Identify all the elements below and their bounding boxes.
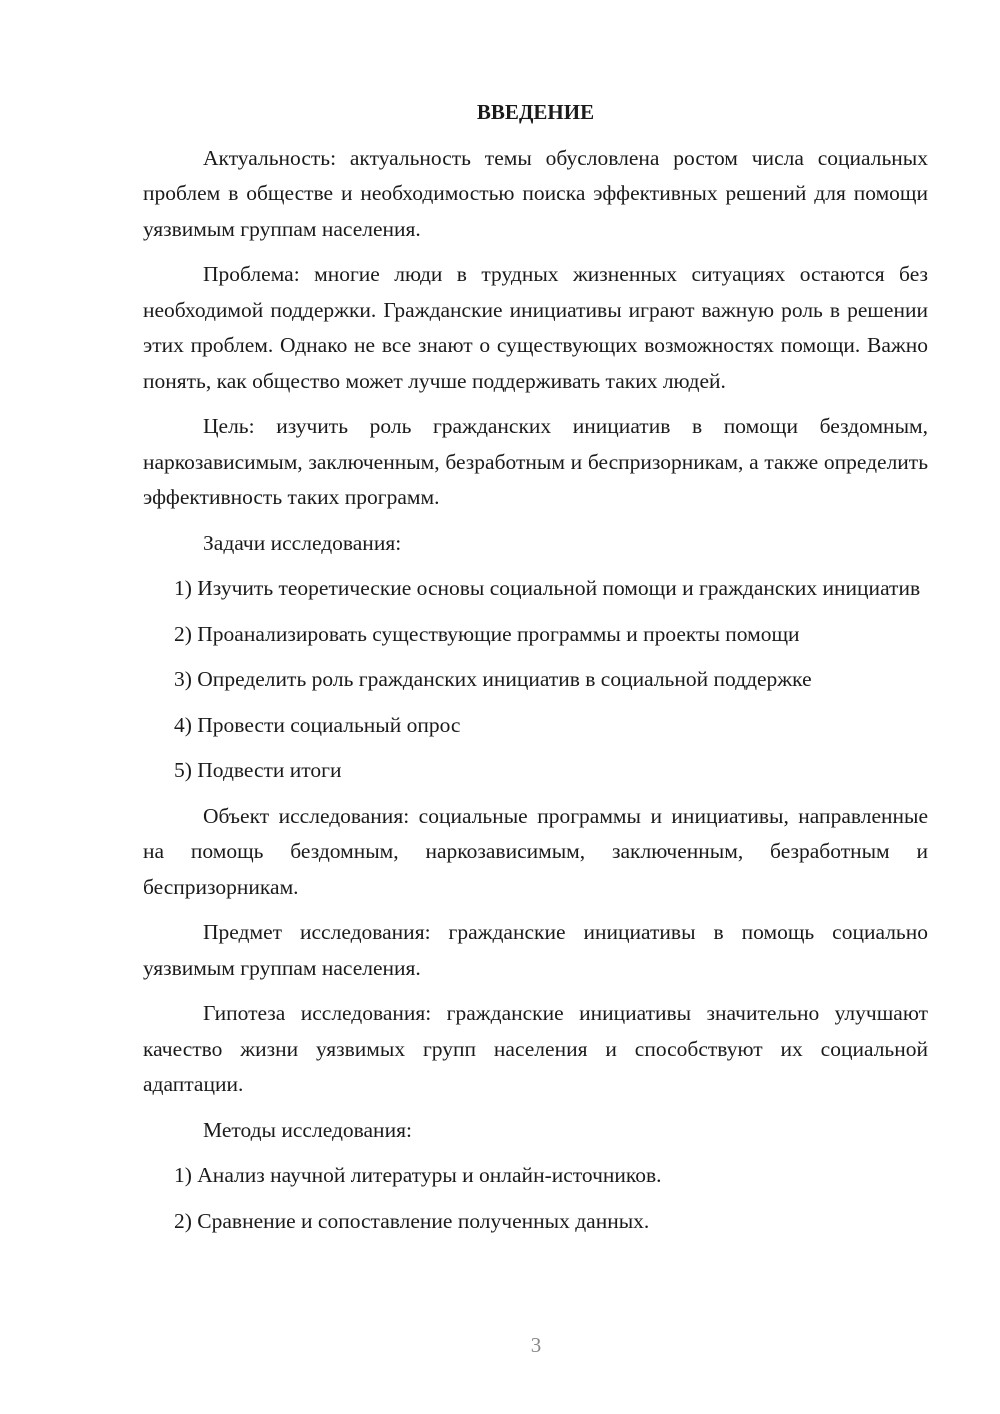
goal-paragraph: Цель: изучить роль гражданских инициатив в помощи бездомным, наркозависимым, заключенным, безработным и беспризорникам, а также определить эффективность таких программ.	[143, 414, 928, 509]
task-item-2: 2) Проанализировать существующие программы и проекты помощи	[174, 621, 800, 646]
task-item-1: 1) Изучить теоретические основы социальной помощи и гражданских инициатив	[174, 576, 921, 600]
task-item-5: 5) Подвести итоги	[174, 758, 342, 782]
page-number: 3	[530, 1333, 542, 1357]
object-paragraph: Объект исследования: социальные программы и инициативы, направленные на помощь бездомным, наркозависимым, заключенным, безработным и беспризорникам.	[143, 803, 928, 899]
method-item-2: 2) Сравнение и сопоставление полученных данных.	[174, 1208, 650, 1233]
relevance-paragraph: Актуальность: актуальность темы обусловлена ростом числа социальных проблем в обществе и необходимостью поиска эффективных решений для помощи уязвимым группам населения.	[143, 145, 928, 241]
problem-paragraph: Проблема: многие люди в трудных жизненных ситуациях остаются без необходимой поддержки. Гражданские инициативы играют важную роль в решении этих проблем. Однако не все знают о существующих возможностях помощи. Важно понять, как общество может лучше поддерживать таких людей.	[143, 262, 928, 393]
hypothesis-paragraph: Гипотеза исследования: гражданские инициативы значительно улучшают качество жизни уязвимых групп населения и способствуют их социальной адаптации.	[143, 1001, 928, 1096]
tasks-heading: Задачи исследования:	[203, 530, 402, 555]
document-page	[143, 95, 928, 1249]
page-title: ВВЕДЕНИЕ	[476, 100, 595, 124]
subject-paragraph: Предмет исследования: гражданские инициативы в помощь социально уязвимым группам населения.	[143, 920, 928, 980]
task-item-4: 4) Провести социальный опрос	[174, 712, 461, 737]
task-item-3: 3) Определить роль гражданских инициатив в социальной поддержке	[174, 667, 812, 691]
method-item-1: 1) Анализ научной литературы и онлайн-источников.	[174, 1163, 662, 1187]
methods-heading: Методы исследования:	[203, 1117, 412, 1142]
